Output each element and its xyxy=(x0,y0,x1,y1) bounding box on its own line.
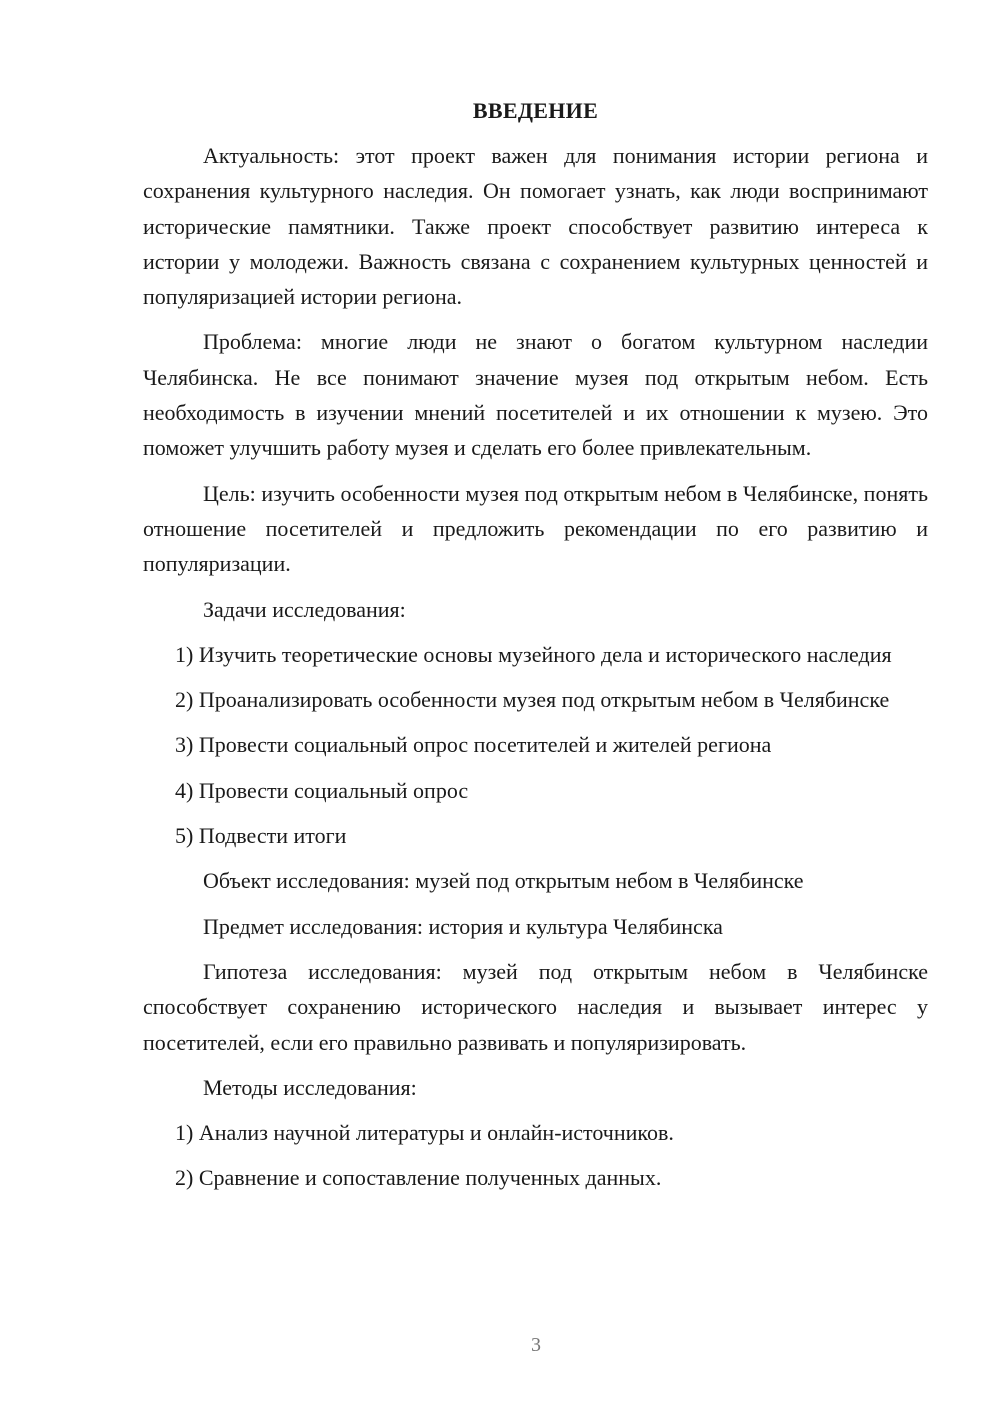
task-item-4: 4) Провести социальный опрос xyxy=(175,777,469,803)
task-item-5: 5) Подвести итоги xyxy=(175,823,347,849)
document-heading: ВВЕДЕНИЕ xyxy=(472,98,599,123)
hypothesis-paragraph: Гипотеза исследования: музей под открытым небом в Челябинске способствует сохранению исторического наследия и вызывает интерес у посетителей, если его правильно развивать и популяризировать. xyxy=(143,958,928,1055)
problem-paragraph: Проблема: многие люди не знают о богатом культурном наследии Челябинска. Не все понимают значение музея под открытым небом. Есть необходимость в изучении мнений посетителей и их отношении к музею. Это поможет улучшить работу музея и сделать его более привлекательным. xyxy=(143,329,928,461)
method-item-1: 1) Анализ научной литературы и онлайн-источников. xyxy=(175,1120,674,1146)
goal-paragraph: Цель: изучить особенности музея под открытым небом в Челябинске, понять отношение посетителей и предложить рекомендации по его развитию и популяризации. xyxy=(143,480,928,577)
document-page xyxy=(143,96,928,1206)
page-number: 3 xyxy=(531,1334,541,1356)
task-item-2: 2) Проанализировать особенности музея под открытым небом в Челябинске xyxy=(175,687,890,713)
methods-list xyxy=(143,1115,928,1196)
relevance-paragraph: Актуальность: этот проект важен для понимания истории региона и сохранения культурного наследия. Он помогает узнать, как люди воспринимают исторические памятники. Также проект способствует развитию интереса к истории у молодежи. Важность связана с сохранением культурных ценностей и популяризацией истории региона. xyxy=(143,143,928,310)
method-item-2: 2) Сравнение и сопоставление полученных данных. xyxy=(175,1165,662,1191)
methods-title: Методы исследования: xyxy=(203,1074,417,1100)
task-item-1: 1) Изучить теоретические основы музейного дела и исторического наследия xyxy=(175,641,892,667)
tasks-list xyxy=(143,637,928,853)
tasks-title: Задачи исследования: xyxy=(203,596,406,622)
object-paragraph: Объект исследования: музей под открытым небом в Челябинске xyxy=(203,868,804,894)
task-item-3: 3) Провести социальный опрос посетителей и жителей региона xyxy=(175,732,772,758)
subject-paragraph: Предмет исследования: история и культура Челябинска xyxy=(203,913,723,939)
